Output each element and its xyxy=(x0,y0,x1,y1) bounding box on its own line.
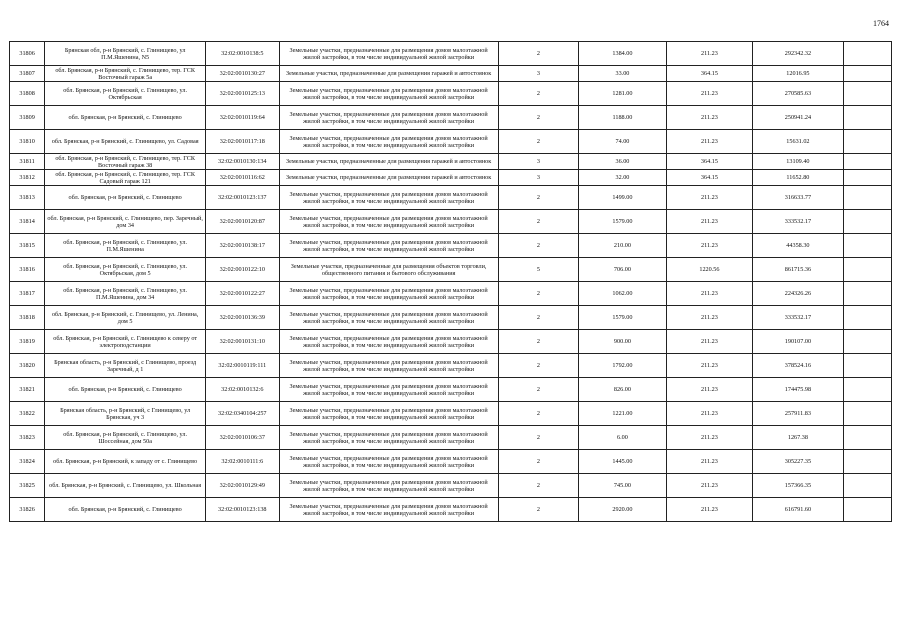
specific-value-cell: 211.23 xyxy=(666,234,752,258)
use-code-cell: 2 xyxy=(498,42,578,66)
address-cell: обл. Брянская, р-н Брянский, с. Глинищево, тер. ГСК Садовый гараж 121 xyxy=(45,170,206,186)
address-cell: обл. Брянская, р-н Брянский, с. Глинищево, ул. П.М.Яшенина, дом 34 xyxy=(45,282,206,306)
empty-cell xyxy=(843,186,891,210)
specific-value-cell: 211.23 xyxy=(666,426,752,450)
address-cell: обл. Брянская, р-н Брянский, с. Глинищево, ул. Октябрьская xyxy=(45,82,206,106)
area-cell: 1579.00 xyxy=(579,210,666,234)
use-code-cell: 2 xyxy=(498,130,578,154)
empty-cell xyxy=(843,450,891,474)
row-number-cell: 31821 xyxy=(10,378,45,402)
cadastral-number-cell: 32:02:0010138:17 xyxy=(206,234,279,258)
empty-cell xyxy=(843,130,891,154)
address-cell: обл. Брянская, р-н Брянский, с. Глинищево, ул. Школьная xyxy=(45,474,206,498)
area-cell: 1579.00 xyxy=(579,306,666,330)
land-use-cell: Земельные участки, предназначенные для размещения домов малоэтажной жилой застройки, в том числе индивидуальной жилой застройки xyxy=(279,450,498,474)
cadastral-number-cell: 32:02:0010130:27 xyxy=(206,66,279,82)
address-cell: обл. Брянская, р-н Брянский, с. Глинищево xyxy=(45,186,206,210)
cadastral-value-cell: 333532.17 xyxy=(753,306,844,330)
cadastral-number-cell: 32:02:0010106:37 xyxy=(206,426,279,450)
area-cell: 826.00 xyxy=(579,378,666,402)
specific-value-cell: 211.23 xyxy=(666,210,752,234)
specific-value-cell: 211.23 xyxy=(666,498,752,522)
table-row xyxy=(10,66,892,82)
use-code-cell: 3 xyxy=(498,170,578,186)
row-number-cell: 31808 xyxy=(10,82,45,106)
row-number-cell: 31820 xyxy=(10,354,45,378)
row-number-cell: 31809 xyxy=(10,106,45,130)
table-row xyxy=(10,170,892,186)
cadastral-value-cell: 270585.63 xyxy=(753,82,844,106)
cadastral-value-cell: 190107.00 xyxy=(753,330,844,354)
area-cell: 1792.00 xyxy=(579,354,666,378)
row-number-cell: 31826 xyxy=(10,498,45,522)
land-use-cell: Земельные участки, предназначенные для размещения домов малоэтажной жилой застройки, в том числе индивидуальной жилой застройки xyxy=(279,130,498,154)
land-use-cell: Земельные участки, предназначенные для размещения домов малоэтажной жилой застройки, в том числе индивидуальной жилой застройки xyxy=(279,82,498,106)
cadastral-number-cell: 32:02:0010117:18 xyxy=(206,130,279,154)
land-use-cell: Земельные участки, предназначенные для размещения домов малоэтажной жилой застройки, в том числе индивидуальной жилой застройки xyxy=(279,186,498,210)
use-code-cell: 2 xyxy=(498,402,578,426)
table-row xyxy=(10,210,892,234)
cadastral-number-cell: 32:02:0010129:49 xyxy=(206,474,279,498)
area-cell: 210.00 xyxy=(579,234,666,258)
row-number-cell: 31818 xyxy=(10,306,45,330)
empty-cell xyxy=(843,170,891,186)
land-use-cell: Земельные участки, предназначенные для размещения гаражей и автостоянок xyxy=(279,154,498,170)
specific-value-cell: 364.15 xyxy=(666,154,752,170)
use-code-cell: 2 xyxy=(498,498,578,522)
cadastral-value-cell: 378524.16 xyxy=(753,354,844,378)
address-cell: обл. Брянская, р-н Брянский, к западу от с. Глинищево xyxy=(45,450,206,474)
cadastral-value-cell: 11652.80 xyxy=(753,170,844,186)
row-number-cell: 31812 xyxy=(10,170,45,186)
land-use-cell: Земельные участки, предназначенные для размещения домов малоэтажной жилой застройки, в том числе индивидуальной жилой застройки xyxy=(279,354,498,378)
use-code-cell: 2 xyxy=(498,282,578,306)
use-code-cell: 2 xyxy=(498,210,578,234)
empty-cell xyxy=(843,258,891,282)
area-cell: 900.00 xyxy=(579,330,666,354)
cadastral-number-cell: 32:02:0010111:6 xyxy=(206,450,279,474)
table-body xyxy=(10,42,892,522)
empty-cell xyxy=(843,354,891,378)
cadastral-number-cell: 32:02:0340104:257 xyxy=(206,402,279,426)
cadastral-value-cell: 305227.35 xyxy=(753,450,844,474)
use-code-cell: 2 xyxy=(498,450,578,474)
area-cell: 1499.00 xyxy=(579,186,666,210)
empty-cell xyxy=(843,154,891,170)
land-use-cell: Земельные участки, предназначенные для размещения домов малоэтажной жилой застройки, в том числе индивидуальной жилой застройки xyxy=(279,306,498,330)
table-row xyxy=(10,426,892,450)
page-number: 1764 xyxy=(873,19,889,28)
use-code-cell: 2 xyxy=(498,234,578,258)
table-row xyxy=(10,498,892,522)
land-use-cell: Земельные участки, предназначенные для размещения домов малоэтажной жилой застройки, в том числе индивидуальной жилой застройки xyxy=(279,426,498,450)
address-cell: обл. Брянская, р-н Брянский, с. Глинищево, тер. ГСК Восточный гараж 5а xyxy=(45,66,206,82)
cadastral-number-cell: 32:02:0010131:10 xyxy=(206,330,279,354)
table-row xyxy=(10,354,892,378)
row-number-cell: 31810 xyxy=(10,130,45,154)
table-row xyxy=(10,474,892,498)
address-cell: обл. Брянская, р-н Брянский, с. Глинищево, ул. Ленина, дом 5 xyxy=(45,306,206,330)
row-number-cell: 31824 xyxy=(10,450,45,474)
address-cell: обл. Брянская, р-н Брянский, с. Глинищево xyxy=(45,106,206,130)
cadastral-value-cell: 174475.98 xyxy=(753,378,844,402)
table-row xyxy=(10,330,892,354)
specific-value-cell: 1220.56 xyxy=(666,258,752,282)
use-code-cell: 2 xyxy=(498,82,578,106)
cadastral-number-cell: 32:02:0010123:137 xyxy=(206,186,279,210)
address-cell: обл. Брянская, р-н Брянский, с. Глинищево, ул. Шоссейная, дом 50а xyxy=(45,426,206,450)
cadastral-value-cell: 616791.60 xyxy=(753,498,844,522)
address-cell: обл. Брянская, р-н Брянский, с. Глинищево к северу от электроподстанции xyxy=(45,330,206,354)
area-cell: 74.00 xyxy=(579,130,666,154)
cadastral-number-cell: 32:02:0010119:111 xyxy=(206,354,279,378)
empty-cell xyxy=(843,498,891,522)
land-use-cell: Земельные участки, предназначенные для размещения домов малоэтажной жилой застройки, в том числе индивидуальной жилой застройки xyxy=(279,498,498,522)
use-code-cell: 2 xyxy=(498,354,578,378)
empty-cell xyxy=(843,42,891,66)
area-cell: 32.00 xyxy=(579,170,666,186)
cadastral-value-cell: 1267.38 xyxy=(753,426,844,450)
area-cell: 1384.00 xyxy=(579,42,666,66)
address-cell: обл. Брянская, р-н Брянский, с. Глинищево, ул. Садовая xyxy=(45,130,206,154)
land-use-cell: Земельные участки, предназначенные для размещения домов малоэтажной жилой застройки, в том числе индивидуальной жилой застройки xyxy=(279,234,498,258)
specific-value-cell: 211.23 xyxy=(666,186,752,210)
empty-cell xyxy=(843,66,891,82)
land-use-cell: Земельные участки, предназначенные для размещения домов малоэтажной жилой застройки, в том числе индивидуальной жилой застройки xyxy=(279,42,498,66)
specific-value-cell: 211.23 xyxy=(666,354,752,378)
row-number-cell: 31811 xyxy=(10,154,45,170)
table-row xyxy=(10,42,892,66)
specific-value-cell: 211.23 xyxy=(666,378,752,402)
address-cell: обл. Брянская, р-н Брянский, с. Глинищево, ул. Октябрьская, дом 5 xyxy=(45,258,206,282)
table-row xyxy=(10,402,892,426)
empty-cell xyxy=(843,330,891,354)
cadastral-value-table xyxy=(9,41,892,522)
area-cell: 36.00 xyxy=(579,154,666,170)
area-cell: 1221.00 xyxy=(579,402,666,426)
use-code-cell: 3 xyxy=(498,154,578,170)
cadastral-value-cell: 292342.32 xyxy=(753,42,844,66)
land-use-cell: Земельные участки, предназначенные для размещения домов малоэтажной жилой застройки, в том числе индивидуальной жилой застройки xyxy=(279,330,498,354)
table-row xyxy=(10,186,892,210)
empty-cell xyxy=(843,282,891,306)
address-cell: Брянская область, р-н Брянский, с Глинищево, проезд Заречный, д 1 xyxy=(45,354,206,378)
cadastral-value-cell: 15631.02 xyxy=(753,130,844,154)
specific-value-cell: 364.15 xyxy=(666,170,752,186)
cadastral-number-cell: 32:02:0010119:64 xyxy=(206,106,279,130)
empty-cell xyxy=(843,306,891,330)
cadastral-number-cell: 32:02:0010122:27 xyxy=(206,282,279,306)
use-code-cell: 3 xyxy=(498,66,578,82)
land-use-cell: Земельные участки, предназначенные для размещения домов малоэтажной жилой застройки, в том числе индивидуальной жилой застройки xyxy=(279,210,498,234)
empty-cell xyxy=(843,474,891,498)
area-cell: 6.00 xyxy=(579,426,666,450)
cadastral-number-cell: 32:02:0010130:134 xyxy=(206,154,279,170)
area-cell: 1188.00 xyxy=(579,106,666,130)
area-cell: 1445.00 xyxy=(579,450,666,474)
cadastral-number-cell: 32:02:0010123:138 xyxy=(206,498,279,522)
use-code-cell: 2 xyxy=(498,330,578,354)
specific-value-cell: 211.23 xyxy=(666,282,752,306)
address-cell: обл. Брянская, р-н Брянский, с. Глинищево, тер. ГСК Восточный гараж 38 xyxy=(45,154,206,170)
table-row xyxy=(10,306,892,330)
area-cell: 706.00 xyxy=(579,258,666,282)
table-row xyxy=(10,258,892,282)
cadastral-number-cell: 32:02:0010138:5 xyxy=(206,42,279,66)
table-row xyxy=(10,82,892,106)
cadastral-value-cell: 316633.77 xyxy=(753,186,844,210)
address-cell: обл. Брянская, р-н Брянский, с. Глинищево, пер. Заречный, дом 34 xyxy=(45,210,206,234)
cadastral-number-cell: 32:02:0010116:62 xyxy=(206,170,279,186)
area-cell: 745.00 xyxy=(579,474,666,498)
land-use-cell: Земельные участки, предназначенные для размещения гаражей и автостоянок xyxy=(279,66,498,82)
specific-value-cell: 211.23 xyxy=(666,402,752,426)
use-code-cell: 2 xyxy=(498,426,578,450)
row-number-cell: 31816 xyxy=(10,258,45,282)
use-code-cell: 2 xyxy=(498,474,578,498)
cadastral-value-cell: 12016.95 xyxy=(753,66,844,82)
land-use-cell: Земельные участки, предназначенные для размещения домов малоэтажной жилой застройки, в том числе индивидуальной жилой застройки xyxy=(279,402,498,426)
row-number-cell: 31807 xyxy=(10,66,45,82)
address-cell: обл. Брянская, р-н Брянский, с. Глинищево, ул. П.М.Яшенина xyxy=(45,234,206,258)
cadastral-value-cell: 44358.30 xyxy=(753,234,844,258)
specific-value-cell: 211.23 xyxy=(666,106,752,130)
row-number-cell: 31825 xyxy=(10,474,45,498)
empty-cell xyxy=(843,378,891,402)
empty-cell xyxy=(843,82,891,106)
specific-value-cell: 211.23 xyxy=(666,42,752,66)
land-use-cell: Земельные участки, предназначенные для размещения домов малоэтажной жилой застройки, в том числе индивидуальной жилой застройки xyxy=(279,474,498,498)
area-cell: 1062.00 xyxy=(579,282,666,306)
table-row xyxy=(10,106,892,130)
row-number-cell: 31817 xyxy=(10,282,45,306)
specific-value-cell: 364.15 xyxy=(666,66,752,82)
address-cell: Брянская область, р-н Брянский, с Глинищево, ул Брянская, уч 3 xyxy=(45,402,206,426)
table-row xyxy=(10,378,892,402)
table-row xyxy=(10,450,892,474)
cadastral-number-cell: 32:02:0010122:10 xyxy=(206,258,279,282)
empty-cell xyxy=(843,426,891,450)
cadastral-value-cell: 257911.83 xyxy=(753,402,844,426)
cadastral-number-cell: 32:02:0010120:87 xyxy=(206,210,279,234)
use-code-cell: 2 xyxy=(498,378,578,402)
area-cell: 1281.00 xyxy=(579,82,666,106)
specific-value-cell: 211.23 xyxy=(666,130,752,154)
row-number-cell: 31819 xyxy=(10,330,45,354)
address-cell: обл. Брянская, р-н Брянский, с. Глинищево xyxy=(45,498,206,522)
row-number-cell: 31806 xyxy=(10,42,45,66)
use-code-cell: 2 xyxy=(498,106,578,130)
table-row xyxy=(10,154,892,170)
land-use-cell: Земельные участки, предназначенные для размещения объектов торговли, общественного питания и бытового обслуживания xyxy=(279,258,498,282)
specific-value-cell: 211.23 xyxy=(666,330,752,354)
address-cell: обл. Брянская, р-н Брянский, с. Глинищево xyxy=(45,378,206,402)
cadastral-value-cell: 250941.24 xyxy=(753,106,844,130)
empty-cell xyxy=(843,402,891,426)
area-cell: 33.00 xyxy=(579,66,666,82)
table-row xyxy=(10,130,892,154)
address-cell: Брянская обл, р-н Брянский, с. Глинищево, ул П.М.Яшенина, N5 xyxy=(45,42,206,66)
area-cell: 2920.00 xyxy=(579,498,666,522)
empty-cell xyxy=(843,106,891,130)
use-code-cell: 2 xyxy=(498,306,578,330)
table-row xyxy=(10,282,892,306)
use-code-cell: 2 xyxy=(498,186,578,210)
table-row xyxy=(10,234,892,258)
empty-cell xyxy=(843,234,891,258)
row-number-cell: 31814 xyxy=(10,210,45,234)
specific-value-cell: 211.23 xyxy=(666,450,752,474)
land-use-cell: Земельные участки, предназначенные для размещения домов малоэтажной жилой застройки, в том числе индивидуальной жилой застройки xyxy=(279,378,498,402)
cadastral-number-cell: 32:02:0010125:13 xyxy=(206,82,279,106)
land-use-cell: Земельные участки, предназначенные для размещения домов малоэтажной жилой застройки, в том числе индивидуальной жилой застройки xyxy=(279,282,498,306)
land-use-cell: Земельные участки, предназначенные для размещения гаражей и автостоянок xyxy=(279,170,498,186)
land-use-cell: Земельные участки, предназначенные для размещения домов малоэтажной жилой застройки, в том числе индивидуальной жилой застройки xyxy=(279,106,498,130)
cadastral-value-cell: 333532.17 xyxy=(753,210,844,234)
specific-value-cell: 211.23 xyxy=(666,82,752,106)
row-number-cell: 31823 xyxy=(10,426,45,450)
row-number-cell: 31822 xyxy=(10,402,45,426)
cadastral-value-cell: 861715.36 xyxy=(753,258,844,282)
use-code-cell: 5 xyxy=(498,258,578,282)
row-number-cell: 31813 xyxy=(10,186,45,210)
empty-cell xyxy=(843,210,891,234)
cadastral-number-cell: 32:02:0010136:39 xyxy=(206,306,279,330)
cadastral-value-cell: 13109.40 xyxy=(753,154,844,170)
cadastral-number-cell: 32:02:0010132:6 xyxy=(206,378,279,402)
specific-value-cell: 211.23 xyxy=(666,474,752,498)
cadastral-value-cell: 224326.26 xyxy=(753,282,844,306)
row-number-cell: 31815 xyxy=(10,234,45,258)
specific-value-cell: 211.23 xyxy=(666,306,752,330)
cadastral-value-cell: 157366.35 xyxy=(753,474,844,498)
